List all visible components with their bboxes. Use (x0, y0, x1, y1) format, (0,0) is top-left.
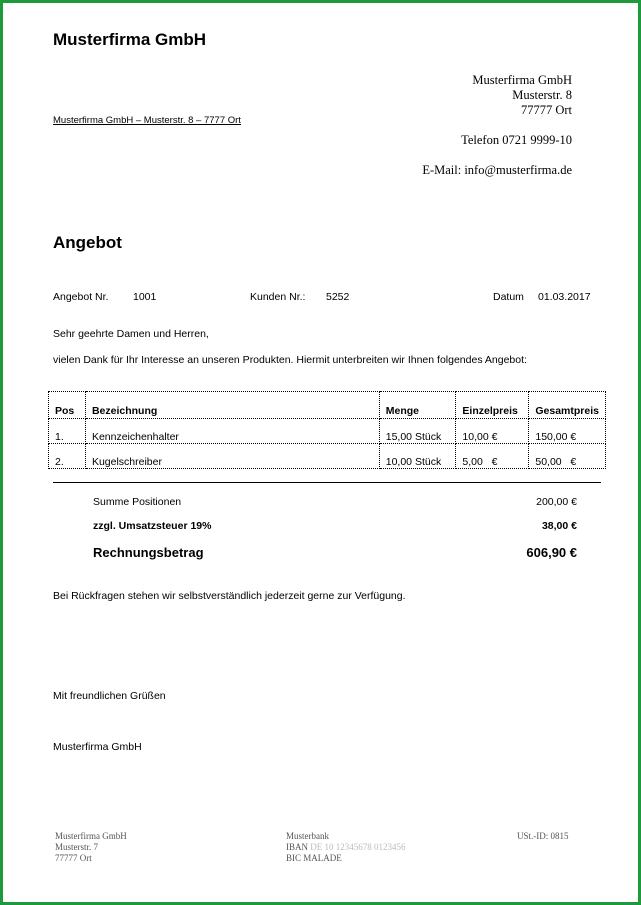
phone: Telefon 0721 9999-10 (461, 133, 572, 147)
footer-tax-id: USt.-ID: 0815 (517, 831, 569, 841)
signature: Musterfirma GmbH (53, 741, 142, 753)
footer-bank (286, 831, 406, 864)
footer-bic: BIC MALADE (286, 853, 342, 863)
totals-divider (53, 482, 601, 483)
customer-no: 5252 (326, 291, 350, 303)
sender-line: Musterfirma GmbH – Musterstr. 8 – 7777 Ort (53, 115, 241, 126)
footer-company-street: Musterstr. 7 (55, 842, 99, 852)
footer-company-city: 77777 Ort (55, 853, 92, 863)
email: E-Mail: info@musterfirma.de (422, 163, 572, 177)
cell-gesamtpreis: 50,00 € (529, 444, 606, 469)
col-header-pos: Pos (49, 392, 86, 419)
offer-no: 1001 (133, 291, 157, 303)
cell-pos: 1. (49, 419, 86, 444)
cell-gesamtpreis: 150,00 € (529, 419, 606, 444)
footer-bank-name: Musterbank (286, 831, 329, 841)
table-row (49, 419, 606, 444)
regards-text: Mit freundlichen Grüßen (53, 690, 166, 702)
document-title: Angebot (53, 233, 122, 252)
company-name: Musterfirma GmbH (53, 30, 207, 49)
footer-iban-label: IBAN (286, 842, 308, 852)
cell-pos: 2. (49, 444, 86, 469)
col-header-bezeichnung: Bezeichnung (85, 392, 379, 419)
tax-value: 38,00 € (541, 520, 577, 532)
footer-iban (286, 842, 406, 853)
items-table (48, 391, 606, 469)
cell-menge: 15,00 Stück (379, 419, 456, 444)
address-street: Musterstr. 8 (512, 88, 572, 102)
sum-label: Summe Positionen (93, 496, 182, 508)
footer-company-name: Musterfirma GmbH (55, 831, 127, 841)
table-header-row (49, 392, 606, 419)
cell-menge: 10,00 Stück (379, 444, 456, 469)
col-header-einzelpreis: Einzelpreis (456, 392, 529, 419)
footer-iban-value: DE 10 12345678 0123456 (310, 842, 406, 852)
cell-einzelpreis: 5,00 € (456, 444, 529, 469)
col-header-menge: Menge (379, 392, 456, 419)
table-row (49, 444, 606, 469)
footer-company (55, 831, 127, 864)
sum-value: 200,00 € (536, 496, 577, 508)
customer-no-label: Kunden Nr.: (250, 291, 306, 303)
cell-einzelpreis: 10,00 € (456, 419, 529, 444)
address-company: Musterfirma GmbH (472, 73, 572, 87)
total-value: 606,90 € (526, 545, 577, 560)
intro-text: vielen Dank für Ihr Interesse an unseren Produkten. Hiermit unterbreiten wir Ihnen folgendes Angebot: (53, 354, 527, 366)
col-header-gesamtpreis: Gesamtpreis (529, 392, 606, 419)
cell-bezeichnung: Kennzeichenhalter (85, 419, 379, 444)
total-label: Rechnungsbetrag (93, 545, 204, 560)
date-label: Datum (493, 291, 524, 303)
date: 01.03.2017 (538, 291, 591, 303)
offer-no-label: Angebot Nr. (53, 291, 109, 303)
tax-label: zzgl. Umsatzsteuer 19% (93, 520, 212, 532)
questions-text: Bei Rückfragen stehen wir selbstverständlich jederzeit gerne zur Verfügung. (53, 590, 406, 602)
cell-bezeichnung: Kugelschreiber (85, 444, 379, 469)
salutation: Sehr geehrte Damen und Herren, (53, 328, 209, 340)
address-city: 77777 Ort (520, 103, 572, 117)
